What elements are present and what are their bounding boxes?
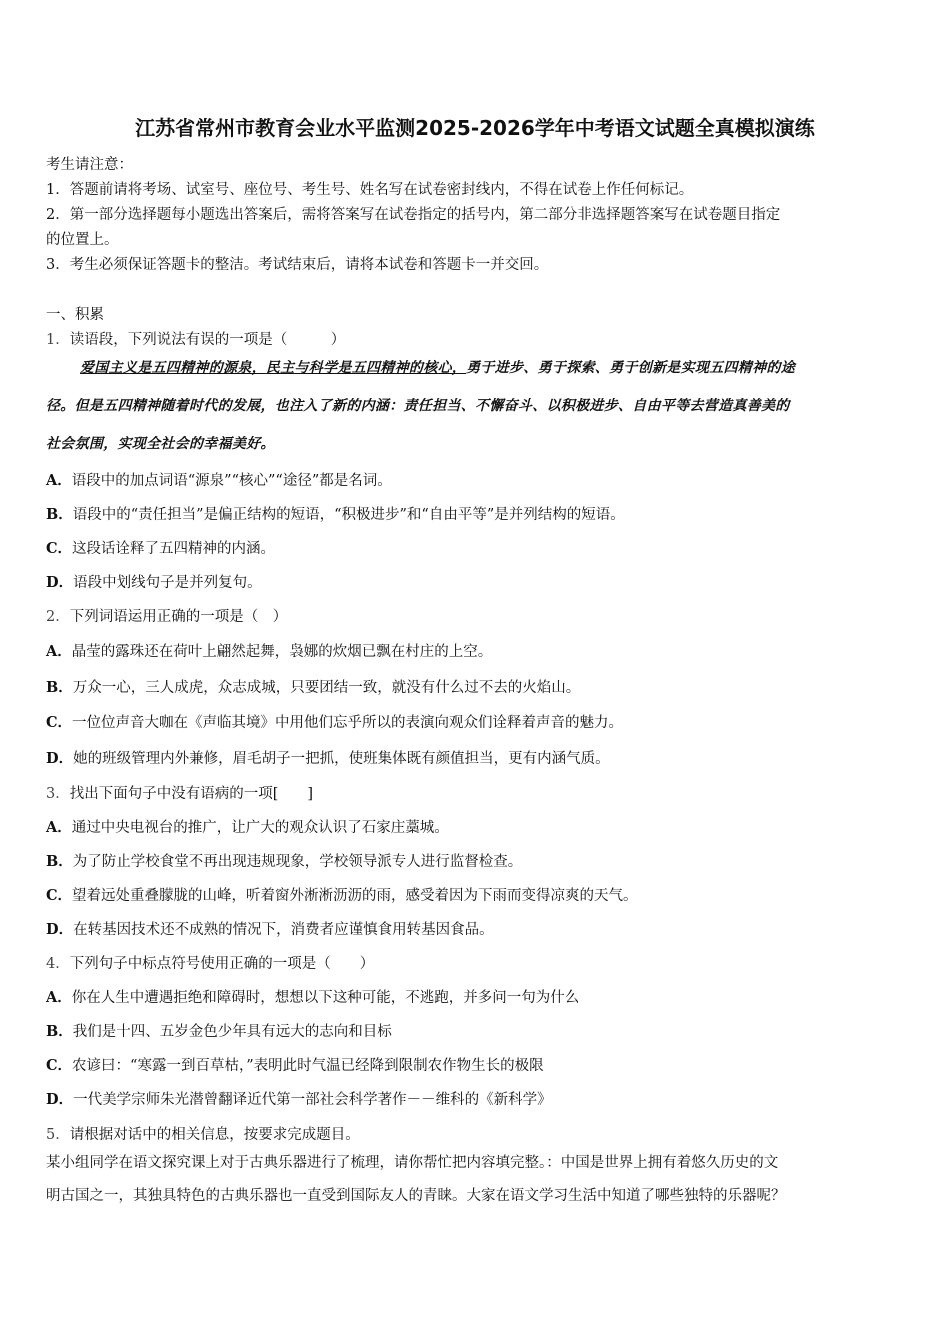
- underlined-clause-1: 爱国主义是五四精神的源泉，: [80, 360, 266, 376]
- paragraph-line: 某小组同学在语文探究课上对于古典乐器进行了梳理，请你帮忙把内容填完整。：中国是世界上拥有着悠久历史的文: [46, 1155, 779, 1171]
- option-d: [46, 571, 262, 592]
- option-a: [46, 469, 392, 490]
- option-d: [46, 747, 610, 768]
- option-letter: D．: [46, 574, 74, 591]
- option-a: [46, 986, 579, 1007]
- option-text: 通过中央电视台的推广，让广大的观众认识了石家庄藁城。: [71, 820, 449, 836]
- option-text: 她的班级管理内外兼修，眉毛胡子一把抓，使班集体既有颜值担当，更有内涵气质。: [73, 751, 610, 767]
- question-1-passage: [46, 349, 908, 463]
- notice-item-1: 1．答题前请将考场、试室号、座位号、考生号、姓名写在试卷密封线内，不得在试卷上作任何标记。: [46, 182, 694, 198]
- option-b: [46, 850, 522, 871]
- option-letter: B．: [46, 1023, 73, 1040]
- option-letter: D．: [46, 921, 74, 938]
- option-letter: A．: [46, 472, 72, 489]
- passage-text: 径。但是五四精神随着时代的发展，也注入了新的内涵：责任担当、不懈奋斗、以积极进步、自由平等去营造真善美的: [46, 398, 790, 414]
- option-d: [46, 918, 494, 939]
- option-text: 农谚曰：“寒露一到百草枯，”表明此时气温已经降到限制农作物生长的极限: [72, 1058, 544, 1074]
- option-text: 我们是十四、五岁金色少年具有远大的志向和目标: [72, 1024, 392, 1040]
- paragraph-line: 明古国之一，其独具特色的古典乐器也一直受到国际友人的青睐。大家在语文学习生活中知道了哪些独特的乐器呢？: [46, 1188, 786, 1204]
- option-a: [46, 640, 492, 661]
- question-text: 读语段，下列说法有误的一项是（ ）: [69, 332, 346, 348]
- option-c: [46, 537, 275, 558]
- notice-item-3: 3．考生必须保证答题卡的整洁。考试结束后，请将本试卷和答题卡一并交回。: [46, 257, 549, 273]
- section-heading: 一、积累: [46, 307, 104, 323]
- option-text: 一代美学宗师朱光潜曾翻译近代第一部社会科学著作－－维科的《新科学》: [73, 1092, 552, 1108]
- option-b: [46, 1020, 392, 1041]
- option-letter: B．: [46, 853, 73, 870]
- question-text: 找出下面句子中没有语病的一项[ ]: [69, 786, 314, 802]
- question-text: 下列句子中标点符号使用正确的一项是（ ）: [69, 956, 375, 972]
- notice-item-2-cont: 的位置上。: [46, 232, 119, 248]
- option-letter: A．: [46, 819, 72, 836]
- underlined-clause-2: 民主与科学是五四精神的核心，: [265, 360, 467, 376]
- option-letter: D．: [46, 1091, 74, 1108]
- question-number: 4．: [46, 956, 70, 972]
- option-letter: A．: [46, 989, 72, 1006]
- option-a: [46, 816, 449, 837]
- question-text: 下列词语运用正确的一项是（ ）: [69, 609, 288, 625]
- page-title: 江苏省常州市教育会业水平监测2025-2026学年中考语文试题全真模拟演练: [135, 116, 815, 140]
- passage-text: 社会氛围，实现全社会的幸福美好。: [46, 436, 275, 452]
- question-5-stem: [46, 1123, 360, 1144]
- option-letter: C．: [46, 540, 73, 557]
- option-text: 这段话诠释了五四精神的内涵。: [72, 541, 276, 557]
- option-letter: C．: [46, 887, 73, 904]
- question-number: 2．: [46, 609, 70, 625]
- option-letter: A．: [46, 643, 72, 660]
- option-text: 语段中划线句子是并列复句。: [73, 575, 262, 591]
- question-1-stem: [46, 328, 345, 349]
- question-number: 5．: [46, 1127, 70, 1143]
- option-text: 一位位声音大咖在《声临其境》中用他们忘乎所以的表演向观众们诠释着声音的魅力。: [72, 715, 624, 731]
- option-text: 语段中的“责任担当”是偏正结构的短语，“积极进步”和“自由平等”是并列结构的短语。: [72, 507, 625, 523]
- option-letter: B．: [46, 506, 73, 523]
- option-c: [46, 884, 638, 905]
- option-text: 万众一心，三人成虎，众志成城，只要团结一致，就没有什么过不去的火焰山。: [72, 680, 581, 696]
- option-text: 语段中的加点词语“源泉”“核心”“途径”都是名词。: [71, 473, 392, 489]
- option-d: [46, 1088, 552, 1109]
- option-letter: C．: [46, 714, 73, 731]
- question-number: 3．: [46, 786, 70, 802]
- option-letter: D．: [46, 750, 74, 767]
- question-text: 请根据对话中的相关信息，按要求完成题目。: [69, 1127, 360, 1143]
- notice-item-2: 2．第一部分选择题每小题选出答案后，需将答案写在试卷指定的括号内，第二部分非选择题答案写在试卷题目指定: [46, 207, 781, 223]
- option-text: 望着远处重叠朦胧的山峰，听着窗外淅淅沥沥的雨，感受着因为下雨而变得凉爽的天气。: [72, 888, 638, 904]
- option-text: 你在人生中遭遇拒绝和障碍时，想想以下这种可能，不逃跑，并多问一句为什么: [71, 990, 580, 1006]
- option-b: [46, 676, 580, 697]
- option-text: 在转基因技术还不成熟的情况下，消费者应谨慎食用转基因食品。: [73, 922, 494, 938]
- question-5-paragraph: [46, 1147, 906, 1213]
- question-3-stem: [46, 782, 313, 803]
- option-c: [46, 1054, 544, 1075]
- question-4-stem: [46, 952, 374, 973]
- question-2-stem: [46, 605, 287, 626]
- question-number: 1．: [46, 332, 70, 348]
- option-letter: C．: [46, 1057, 73, 1074]
- option-c: [46, 711, 623, 732]
- option-letter: B．: [46, 679, 73, 696]
- option-b: [46, 503, 625, 524]
- option-text: 晶莹的露珠还在荷叶上翩然起舞，袅娜的炊烟已飘在村庄的上空。: [71, 644, 493, 660]
- option-text: 为了防止学校食堂不再出现违规现象，学校领导派专人进行监督检查。: [72, 854, 523, 870]
- notice-heading: 考生请注意：: [46, 157, 133, 173]
- passage-text: 勇于进步、勇于探索、勇于创新是实现五四精神的途: [466, 360, 796, 376]
